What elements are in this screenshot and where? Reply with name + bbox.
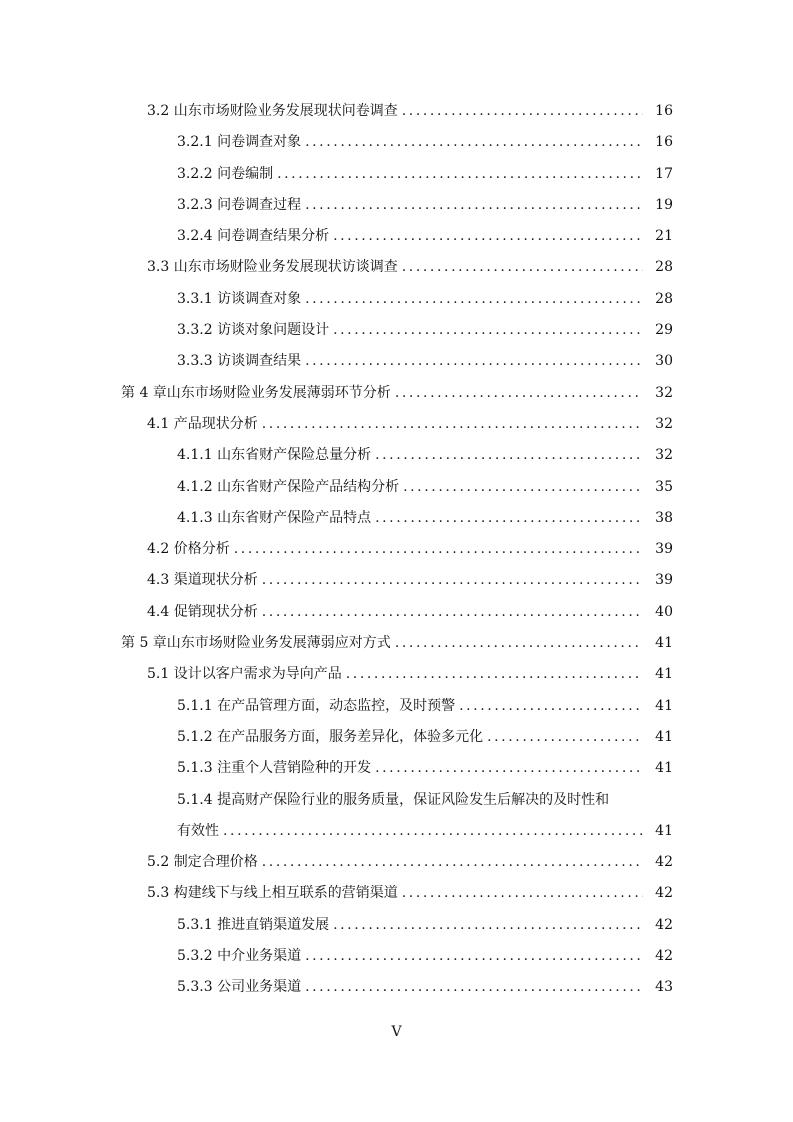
dot-leader [459,691,643,722]
toc-entry[interactable] [0,221,793,252]
dot-leader [305,941,643,972]
dot-leader [223,816,643,847]
toc-entry-page: 38 [655,509,673,526]
toc-entry[interactable] [0,409,793,440]
toc-entry-title: 5.3.2 中介业务渠道 [177,948,302,965]
toc-entry-title: 3.2 山东市场财险业务发展现状问卷调查 [147,103,398,119]
toc-entry[interactable] [0,190,793,221]
toc-entry-page: 42 [655,854,673,871]
toc-entry-title: 3.3.2 访谈对象问题设计 [177,322,330,339]
toc-entry-page: 28 [655,259,673,276]
toc-entry-page: 29 [655,322,673,339]
toc-entry-page: 16 [655,103,673,119]
toc-entry[interactable] [0,722,793,753]
toc-entry-page: 28 [655,290,673,307]
toc-entry-page: 43 [655,979,673,996]
toc-chapter-entry[interactable] [0,378,793,409]
toc-entry-title: 5.1 设计以客户需求为导向产品 [147,666,342,683]
toc-entry-continuation [177,816,793,847]
toc-entry-title: 4.1.1 山东省财产保险总量分析 [177,447,372,464]
toc-entry-page: 42 [655,885,673,902]
toc-entry-page: 19 [655,196,673,213]
toc-entry[interactable] [0,878,793,909]
toc-entry-title: 3.2.1 问卷调查对象 [177,134,302,151]
toc-entry[interactable] [0,534,793,565]
toc-entry-page: 41 [655,822,673,839]
toc-entry[interactable] [0,659,793,690]
dot-leader [395,378,643,409]
dot-leader [305,346,643,377]
toc-entry-page: 32 [655,415,673,432]
toc-entry[interactable] [0,472,793,503]
toc-entry-page: 32 [655,447,673,464]
toc-entry[interactable] [0,691,793,722]
toc-entry-title: 4.1.3 山东省财产保险产品特点 [177,509,372,526]
toc-entry-page: 42 [655,916,673,933]
toc-entry-title: 4.4 促销现状分析 [147,603,258,620]
toc-entry-title: 第 5 章山东市场财险业务发展薄弱应对方式 [121,635,391,652]
dot-leader [402,252,643,283]
toc-entry-page: 39 [655,541,673,558]
dot-leader [346,659,643,690]
toc-entry-title-cont: 有效性 [177,822,219,839]
toc-entry-title: 5.2 制定合理价格 [147,854,258,871]
toc-entry-title: 5.3 构建线下与线上相互联系的营销渠道 [147,885,398,902]
page-number-footer: V [391,1024,402,1040]
toc-entry-page: 17 [655,165,673,182]
dot-leader [402,96,643,127]
toc-entry-page: 40 [655,603,673,620]
toc-entry-page: 16 [655,134,673,151]
toc-entry-page: 41 [655,728,673,745]
toc-entry-page: 30 [655,353,673,370]
toc-entry-page: 39 [655,572,673,589]
toc-entry-title: 5.1.1 在产品管理方面，动态监控，及时预警 [177,697,456,714]
dot-leader [333,221,643,252]
toc-entry-title: 5.1.4 提高财产保险行业的服务质量，保证风险发生后解决的及时性和 [177,791,610,808]
toc-entry[interactable] [0,284,793,315]
toc-entry[interactable] [0,315,793,346]
toc-entry[interactable] [0,127,793,158]
dot-leader [375,440,643,471]
toc-entry[interactable] [0,972,793,1003]
toc-entry-title: 第 4 章山东市场财险业务发展薄弱环节分析 [121,384,391,401]
table-of-contents [0,96,793,1004]
toc-entry[interactable] [0,847,793,878]
toc-entry[interactable] [0,941,793,972]
toc-entry-page: 21 [655,228,673,245]
toc-entry-title: 4.1.2 山东省财产保险产品结构分析 [177,478,400,495]
dot-leader [234,534,643,565]
dot-leader [333,315,643,346]
toc-entry-title: 4.3 渠道现状分析 [147,572,258,589]
toc-entry[interactable] [0,252,793,283]
toc-entry-page: 35 [655,478,673,495]
dot-leader [333,910,643,941]
toc-entry-page: 32 [655,384,673,401]
toc-entry-title: 4.2 价格分析 [147,541,230,558]
toc-entry[interactable] [0,910,793,941]
toc-entry-page: 41 [655,666,673,683]
dot-leader [262,409,643,440]
dot-leader [305,190,643,221]
dot-leader [262,565,643,596]
toc-entry[interactable] [0,96,793,127]
dot-leader [403,472,643,503]
dot-leader [305,284,643,315]
toc-entry-title: 3.3 山东市场财险业务发展现状访谈调查 [147,259,398,276]
toc-entry-title: 5.3.3 公司业务渠道 [177,979,302,996]
toc-entry[interactable] [0,503,793,534]
toc-entry-page: 41 [655,697,673,714]
toc-entry-title: 5.1.3 注重个人营销险种的开发 [177,760,372,777]
dot-leader [402,878,643,909]
toc-entry-page: 42 [655,948,673,965]
toc-entry-title: 3.2.2 问卷编制 [177,165,274,182]
toc-entry-title: 3.3.1 访谈调查对象 [177,290,302,307]
dot-leader [262,597,643,628]
toc-entry[interactable] [0,159,793,190]
toc-entry-title: 4.1 产品现状分析 [147,415,258,432]
dot-leader [487,722,643,753]
toc-entry-page: 41 [655,760,673,777]
dot-leader [375,503,643,534]
toc-entry-title: 5.3.1 推进直销渠道发展 [177,916,330,933]
toc-entry[interactable] [0,440,793,471]
dot-leader [277,159,643,190]
toc-entry[interactable] [0,753,793,784]
dot-leader [305,972,643,1003]
dot-leader [375,753,643,784]
toc-entry[interactable] [0,597,793,628]
toc-entry-page: 41 [655,635,673,652]
toc-entry-title: 3.3.3 访谈调查结果 [177,353,302,370]
toc-entry-title: 3.2.3 问卷调查过程 [177,196,302,213]
toc-entry-title: 3.2.4 问卷调查结果分析 [177,228,330,245]
dot-leader [395,628,643,659]
toc-entry[interactable] [0,785,793,848]
toc-entry[interactable] [0,346,793,377]
dot-leader [262,847,643,878]
toc-entry-title: 5.1.2 在产品服务方面，服务差异化，体验多元化 [177,728,484,745]
toc-chapter-entry[interactable] [0,628,793,659]
dot-leader [305,127,643,158]
toc-entry[interactable] [0,565,793,596]
